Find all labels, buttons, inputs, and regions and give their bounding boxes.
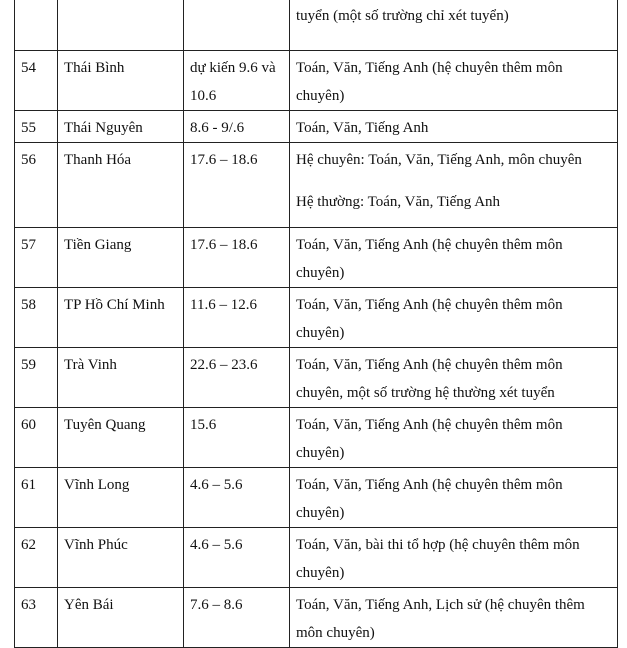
cell-subjects xyxy=(290,228,618,288)
table-row xyxy=(15,588,618,648)
cell-province: Trà Vinh xyxy=(58,348,184,408)
cell-number: 61 xyxy=(15,468,58,528)
subjects-text: Toán, Văn, Tiếng Anh (hệ chuyên thêm môn chuyên) xyxy=(296,237,563,281)
cell-date: 17.6 – 18.6 xyxy=(184,228,290,288)
table-row xyxy=(15,528,618,588)
cell-number: 56 xyxy=(15,143,58,228)
cell-date: 11.6 – 12.6 xyxy=(184,288,290,348)
table-body xyxy=(15,0,618,648)
cell-province: Thái Nguyên xyxy=(58,111,184,143)
cell-number: 59 xyxy=(15,348,58,408)
table-row-continuation xyxy=(15,0,618,51)
table-row xyxy=(15,288,618,348)
cell-province: Tiền Giang xyxy=(58,228,184,288)
subjects-text: Toán, Văn, Tiếng Anh xyxy=(296,120,429,136)
cell-province xyxy=(58,0,184,51)
subjects-text: Toán, Văn, Tiếng Anh (hệ chuyên thêm môn chuyên) xyxy=(296,477,563,521)
cell-subjects xyxy=(290,51,618,111)
table-row xyxy=(15,468,618,528)
cell-subjects: tuyển (một số trường chỉ xét tuyển) xyxy=(290,0,618,51)
cell-subjects xyxy=(290,468,618,528)
cell-date: 22.6 – 23.6 xyxy=(184,348,290,408)
exam-schedule-table xyxy=(14,0,618,648)
subjects-text: Hệ chuyên: Toán, Văn, Tiếng Anh, môn chuyên xyxy=(296,152,582,168)
subjects-text: Hệ thường: Toán, Văn, Tiếng Anh xyxy=(296,194,501,210)
table-row xyxy=(15,348,618,408)
subjects-text: Toán, Văn, Tiếng Anh (hệ chuyên thêm môn chuyên) xyxy=(296,417,563,461)
cell-subjects xyxy=(290,348,618,408)
cell-number: 58 xyxy=(15,288,58,348)
table-row xyxy=(15,143,618,228)
table-row xyxy=(15,228,618,288)
table-row xyxy=(15,51,618,111)
cell-province: Tuyên Quang xyxy=(58,408,184,468)
cell-date: 8.6 - 9/.6 xyxy=(184,111,290,143)
table-row xyxy=(15,111,618,143)
cell-province: Thanh Hóa xyxy=(58,143,184,228)
cell-date xyxy=(184,0,290,51)
cell-subjects xyxy=(290,528,618,588)
cell-province: Vĩnh Long xyxy=(58,468,184,528)
cell-subjects xyxy=(290,288,618,348)
subjects-text: Toán, Văn, Tiếng Anh (hệ chuyên thêm môn chuyên, một số trường hệ thường xét tuyển xyxy=(296,357,563,401)
cell-number: 60 xyxy=(15,408,58,468)
cell-date: 7.6 – 8.6 xyxy=(184,588,290,648)
cell-date: 4.6 – 5.6 xyxy=(184,528,290,588)
cell-subjects xyxy=(290,143,618,228)
cell-province: Vĩnh Phúc xyxy=(58,528,184,588)
cell-number: 57 xyxy=(15,228,58,288)
cell-subjects xyxy=(290,111,618,143)
cell-number: 54 xyxy=(15,51,58,111)
cell-province: TP Hồ Chí Minh xyxy=(58,288,184,348)
cell-number: 63 xyxy=(15,588,58,648)
cell-date: 17.6 – 18.6 xyxy=(184,143,290,228)
cell-subjects xyxy=(290,588,618,648)
cell-date: 15.6 xyxy=(184,408,290,468)
subjects-text: Toán, Văn, Tiếng Anh (hệ chuyên thêm môn chuyên) xyxy=(296,297,563,341)
cell-number xyxy=(15,0,58,51)
cell-number: 62 xyxy=(15,528,58,588)
subjects-text: Toán, Văn, bài thi tổ hợp (hệ chuyên thêm môn chuyên) xyxy=(296,537,580,581)
cell-date: 4.6 – 5.6 xyxy=(184,468,290,528)
cell-number: 55 xyxy=(15,111,58,143)
cell-province: Yên Bái xyxy=(58,588,184,648)
table-row xyxy=(15,408,618,468)
cell-date: dự kiến 9.6 và 10.6 xyxy=(184,51,290,111)
cell-subjects xyxy=(290,408,618,468)
subjects-text: Toán, Văn, Tiếng Anh, Lịch sử (hệ chuyên thêm môn chuyên) xyxy=(296,597,585,641)
subjects-text: Toán, Văn, Tiếng Anh (hệ chuyên thêm môn chuyên) xyxy=(296,60,563,104)
cell-province: Thái Bình xyxy=(58,51,184,111)
